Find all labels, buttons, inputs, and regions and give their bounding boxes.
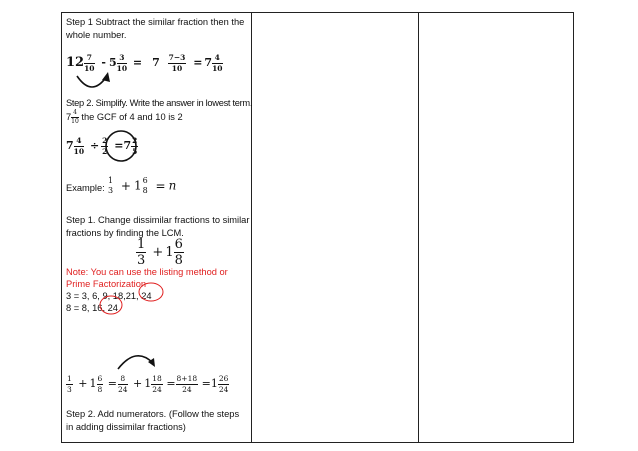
- step1-text-line1: Step 1 Subtract the similar fraction then the: [66, 17, 245, 27]
- big-equation: [136, 238, 184, 267]
- den: 8: [97, 384, 103, 394]
- whole-7: 7: [123, 139, 132, 152]
- num: 4: [73, 109, 77, 116]
- num: 8+18: [176, 374, 198, 383]
- num: 2: [102, 136, 108, 145]
- num: 8: [118, 375, 128, 385]
- minus-sign: -: [101, 56, 106, 69]
- equals-sign: =: [114, 139, 124, 152]
- column-divider-1: [251, 13, 252, 442]
- multiples-of-3: 3 = 3, 6, 9, 18,21, 24: [66, 291, 152, 301]
- num: 18: [152, 374, 162, 383]
- divide-sign: ÷: [89, 139, 100, 152]
- den: 24: [118, 384, 128, 394]
- den: 2: [102, 146, 108, 156]
- den: 24: [152, 384, 162, 394]
- den: 10: [71, 118, 79, 125]
- step2-gcf-line: [66, 110, 183, 125]
- step2-text-line1: Step 2. Simplify. Write the answer in lowest term.: [66, 98, 253, 108]
- num: 6: [97, 374, 103, 383]
- gcf-text: the GCF of 4 and 10 is 2: [81, 111, 183, 122]
- den: 3: [67, 384, 72, 394]
- step1-equation: [66, 54, 223, 72]
- step1b-text-line2: fractions by finding the LCM.: [66, 228, 184, 238]
- whole-1: 1: [144, 377, 152, 390]
- whole-7: 7: [204, 56, 213, 69]
- whole-1: 1: [133, 178, 142, 193]
- den: 3: [137, 253, 146, 268]
- num: 2: [132, 136, 138, 145]
- whole-1: 1: [89, 377, 97, 390]
- example-equation: [107, 177, 176, 195]
- note-line2: Prime Factorization: [66, 279, 147, 289]
- equals-sign: =: [107, 377, 117, 390]
- step1b-text-line1: Step 1. Change dissimilar fractions to similar: [66, 215, 250, 225]
- den: 10: [171, 63, 183, 73]
- multiples-of-8: 8 = 8, 16, 24: [66, 303, 118, 313]
- step2-equation: [66, 137, 138, 155]
- step2b-text-line1: Step 2. Add numerators. (Follow the steps: [66, 409, 240, 419]
- whole-7: 7: [66, 139, 74, 152]
- num: 4: [74, 137, 84, 147]
- num: 1: [67, 374, 72, 383]
- equals-sign: =: [201, 377, 211, 390]
- equals-sign: =: [166, 377, 176, 390]
- den: 10: [116, 63, 128, 73]
- num: 6: [174, 237, 183, 252]
- den: 24: [218, 384, 229, 394]
- plus-sign: +: [120, 178, 131, 193]
- num: 7: [84, 54, 94, 64]
- whole-7: 7: [152, 56, 160, 69]
- note-line1: Note: You can use the listing method or: [66, 267, 228, 277]
- den: 10: [84, 63, 95, 73]
- step1-text-line2: whole number.: [66, 30, 127, 40]
- num: 3: [117, 54, 127, 64]
- num: 1: [108, 176, 114, 185]
- equals-sign: =: [155, 178, 166, 193]
- den: 10: [212, 63, 223, 73]
- num: 4: [212, 54, 222, 64]
- step2b-text-line2: in adding dissimilar fractions): [66, 422, 186, 432]
- plus-sign: +: [133, 377, 143, 390]
- whole-5: 5: [108, 56, 117, 69]
- den: 3: [108, 186, 114, 195]
- variable-n: n: [168, 178, 177, 193]
- final-equation: [66, 375, 229, 393]
- num: 26: [218, 374, 229, 383]
- equals-sign: =: [193, 56, 203, 69]
- whole-7: 7: [66, 111, 72, 122]
- plus-sign: +: [78, 377, 88, 390]
- column-divider-2: [418, 13, 419, 442]
- whole-12: 12: [66, 55, 85, 70]
- equals-sign: =: [132, 56, 143, 69]
- den: 10: [73, 146, 85, 156]
- den: 5: [132, 146, 138, 156]
- whole-1: 1: [210, 377, 218, 390]
- num: 1: [137, 237, 146, 252]
- den: 8: [142, 186, 148, 195]
- example-label: Example:: [66, 183, 105, 193]
- den: 8: [174, 253, 183, 268]
- num: 6: [142, 176, 148, 185]
- num: 7−3: [168, 53, 186, 62]
- den: 24: [182, 384, 192, 394]
- plus-sign: +: [152, 245, 164, 260]
- whole-1: 1: [165, 245, 174, 260]
